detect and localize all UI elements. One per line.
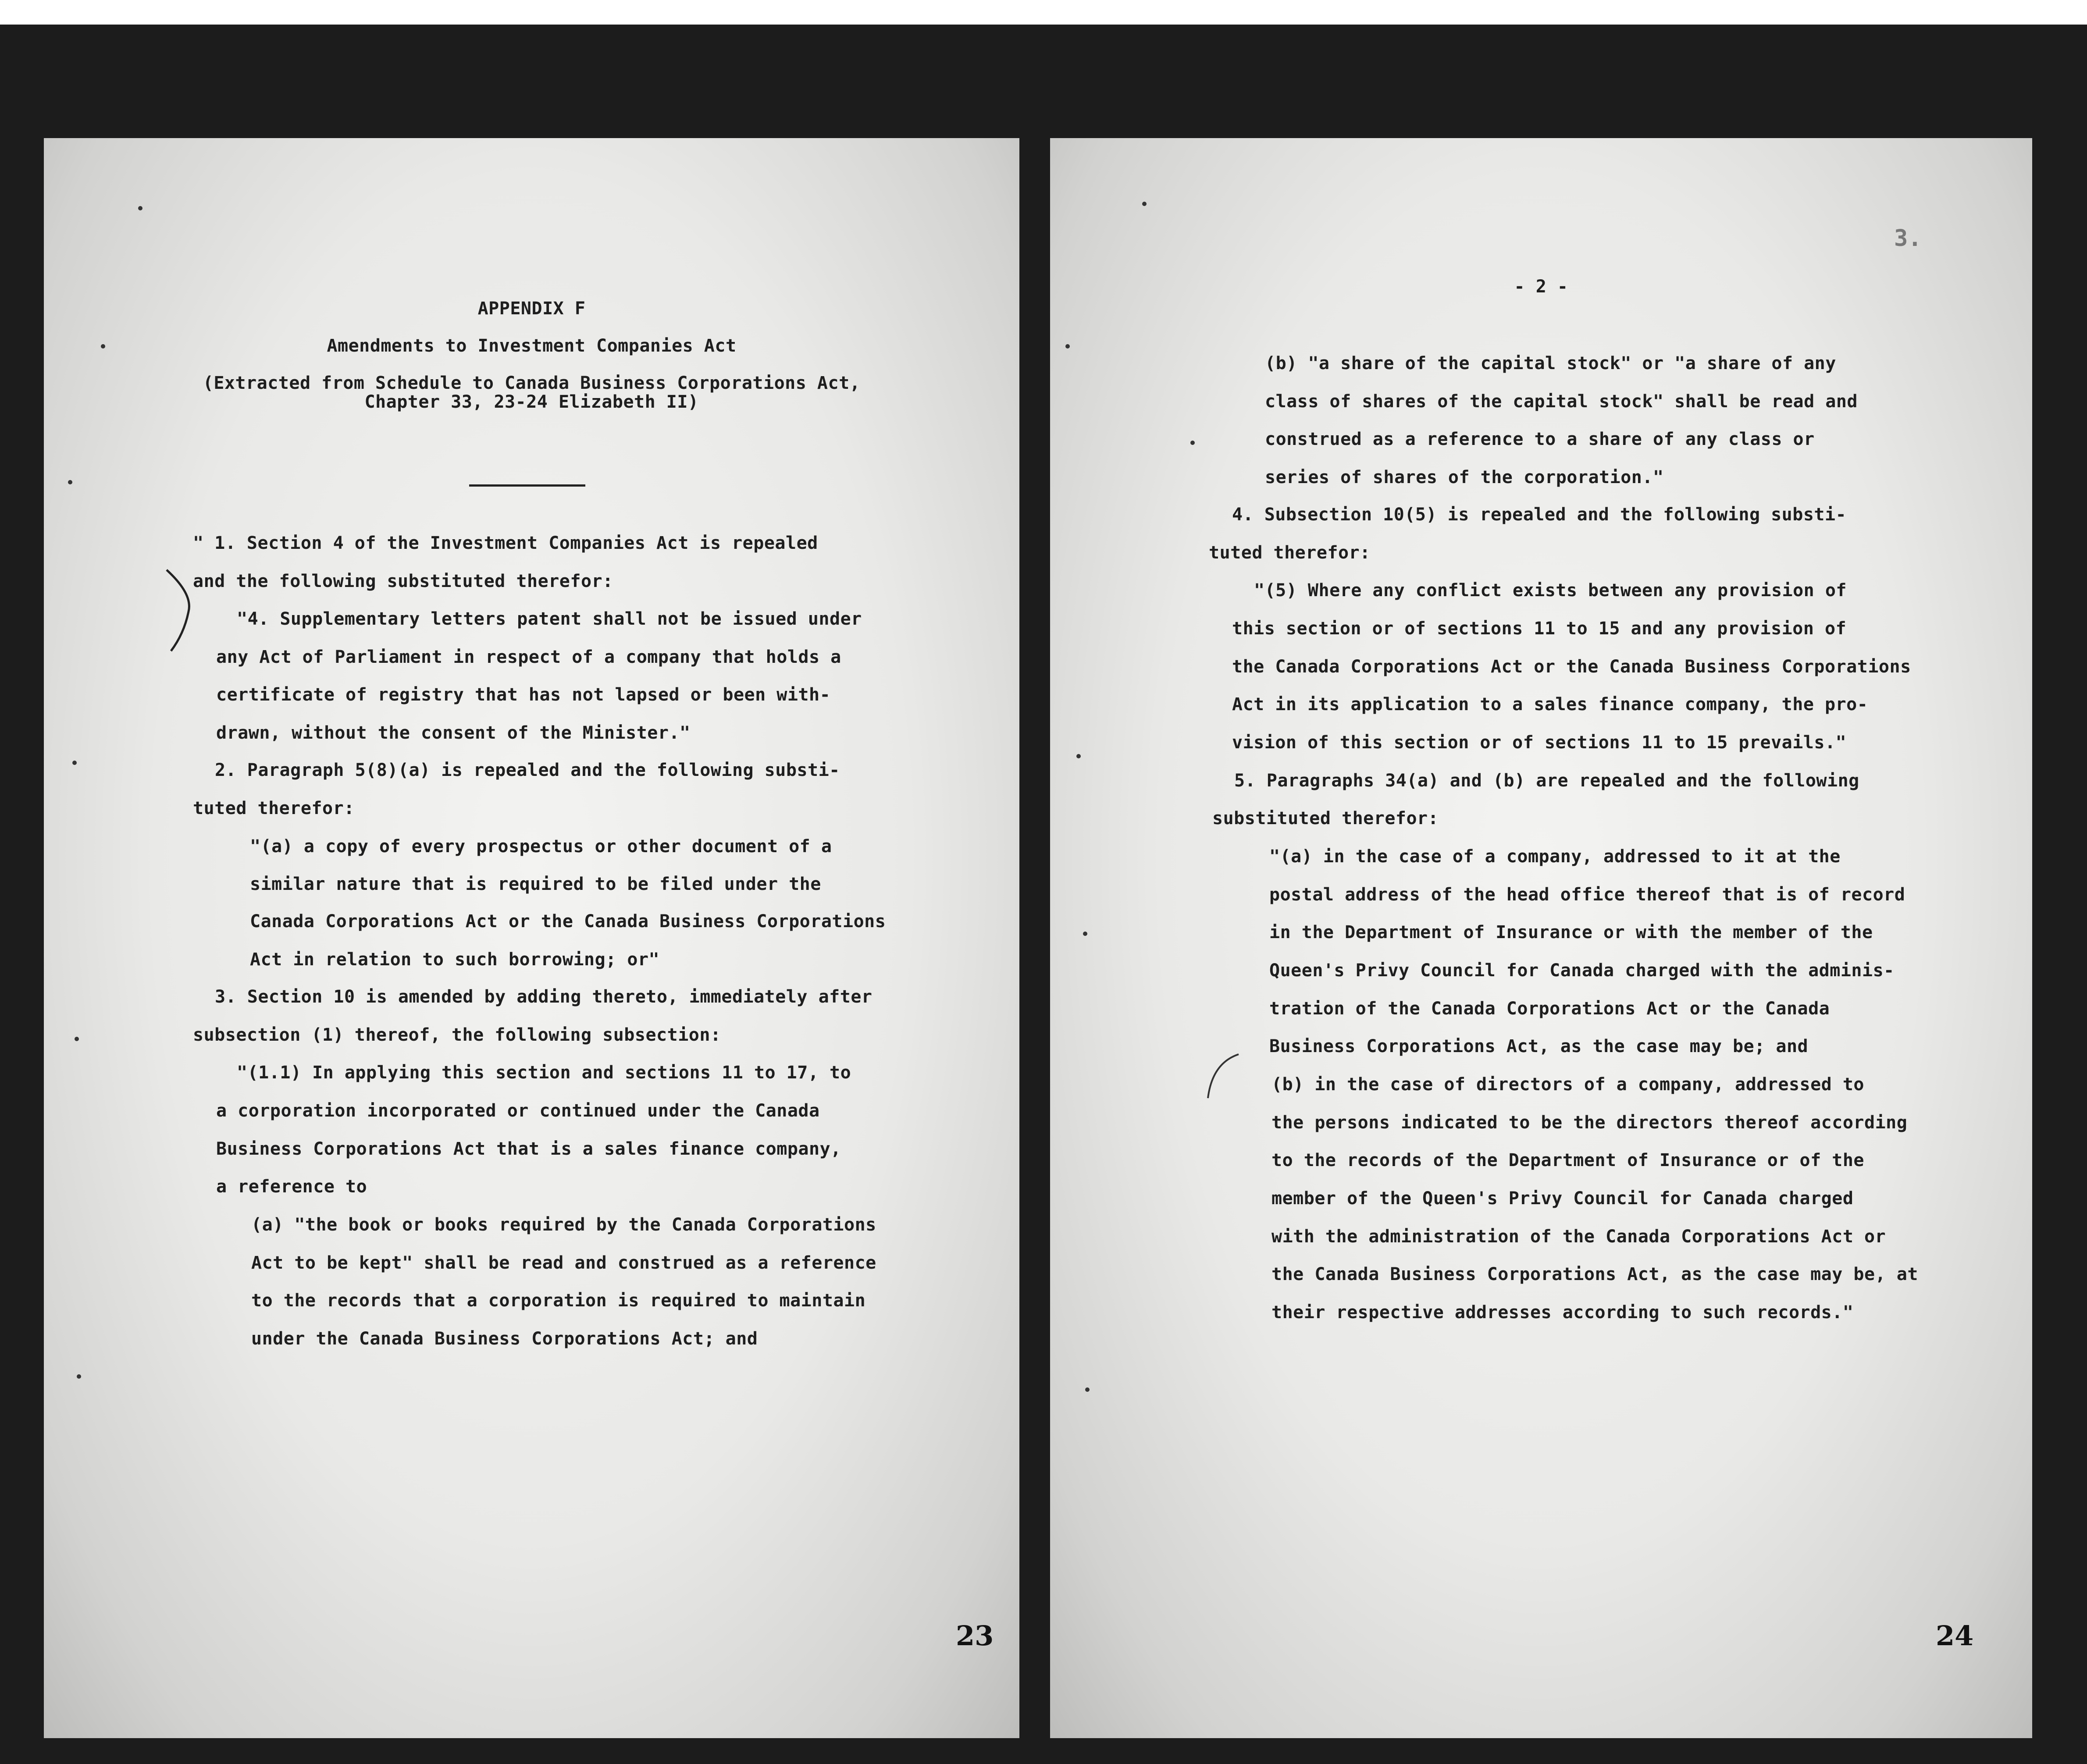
- text-line: class of shares of the capital stock" shall be read and: [1265, 391, 1858, 412]
- text-line: "(1.1) In applying this section and sections 11 to 17, to: [237, 1063, 851, 1083]
- text-line: under the Canada Business Corporations Act; and: [251, 1329, 758, 1349]
- text-line: a corporation incorporated or continued under the Canada: [216, 1101, 820, 1121]
- text-line: "4. Supplementary letters patent shall not be issued under: [237, 609, 862, 629]
- text-line: similar nature that is required to be filed under the: [250, 874, 821, 894]
- text-line: to the records of the Department of Insurance or of the: [1271, 1150, 1865, 1170]
- text-line: postal address of the head office thereof that is of record: [1269, 885, 1905, 905]
- margin-arc-mark: [1204, 1050, 1243, 1102]
- text-line: subsection (1) thereof, the following subsection:: [193, 1025, 721, 1045]
- page-header: - 2 -: [1514, 277, 1568, 297]
- appendix-title: APPENDIX F: [477, 299, 586, 319]
- text-line: their respective addresses according to such records.": [1271, 1302, 1854, 1323]
- text-line: and the following substituted therefor:: [193, 571, 613, 591]
- scan-speck: [138, 206, 142, 210]
- scan-speck: [101, 344, 105, 349]
- text-line: 4. Subsection 10(5) is repealed and the following substi-: [1232, 505, 1847, 525]
- text-line: the persons indicated to be the directors thereof according: [1271, 1113, 1908, 1133]
- scan-speck: [1083, 932, 1087, 936]
- document-subtitle: Amendments to Investment Companies Act: [327, 336, 737, 356]
- left-page: [44, 138, 1019, 1738]
- extract-note-line-1: (Extracted from Schedule to Canada Business Corporations Act,: [203, 373, 861, 393]
- title-divider: [469, 484, 585, 487]
- scan-speck: [1085, 1387, 1090, 1392]
- text-line: (b) in the case of directors of a company, addressed to: [1271, 1074, 1865, 1095]
- text-line: Business Corporations Act, as the case may be; and: [1269, 1036, 1809, 1056]
- text-line: tration of the Canada Corporations Act or the Canada: [1269, 999, 1830, 1019]
- text-line: Act in its application to a sales finance company, the pro-: [1232, 694, 1868, 715]
- scan-speck: [1142, 202, 1147, 206]
- text-line: vision of this section or of sections 11 to 15 prevails.": [1232, 733, 1847, 753]
- text-line: tuted therefor:: [193, 798, 355, 818]
- text-line: a reference to: [216, 1177, 367, 1197]
- text-line: " 1. Section 4 of the Investment Companies Act is repealed: [193, 533, 818, 553]
- text-line: 5. Paragraphs 34(a) and (b) are repealed and the following: [1234, 771, 1859, 791]
- text-line: series of shares of the corporation.": [1265, 467, 1664, 487]
- scan-speck: [75, 1037, 79, 1041]
- page-number: 23: [956, 1620, 994, 1652]
- scan-speck: [77, 1374, 81, 1379]
- text-line: Canada Corporations Act or the Canada Business Corporations: [250, 911, 886, 932]
- text-line: to the records that a corporation is required to maintain: [251, 1291, 866, 1311]
- page-number: 24: [1936, 1620, 1974, 1652]
- text-line: the Canada Business Corporations Act, as the case may be, at: [1271, 1264, 1918, 1284]
- text-line: 2. Paragraph 5(8)(a) is repealed and the following substi-: [215, 760, 840, 780]
- text-line: 3. Section 10 is amended by adding thereto, immediately after: [215, 987, 873, 1007]
- text-line: Act in relation to such borrowing; or": [250, 950, 660, 970]
- text-line: with the administration of the Canada Corporations Act or: [1271, 1227, 1886, 1247]
- text-line: Act to be kept" shall be read and construed as a reference: [251, 1253, 876, 1273]
- margin-bracket-mark: [162, 568, 197, 655]
- scan-speck: [1076, 754, 1081, 758]
- text-line: tuted therefor:: [1209, 543, 1371, 563]
- text-line: substituted therefor:: [1212, 808, 1439, 829]
- text-line: drawn, without the consent of the Minister.": [216, 723, 691, 743]
- text-line: "(5) Where any conflict exists between any provision of: [1254, 580, 1847, 601]
- text-line: construed as a reference to a share of any class or: [1265, 429, 1815, 449]
- text-line: member of the Queen's Privy Council for Canada charged: [1271, 1188, 1854, 1209]
- text-line: any Act of Parliament in respect of a company that holds a: [216, 647, 841, 667]
- corner-mark: 3.: [1894, 225, 1922, 252]
- text-line: this section or of sections 11 to 15 and any provision of: [1232, 619, 1847, 639]
- scan-speck: [72, 761, 77, 765]
- text-line: in the Department of Insurance or with the member of the: [1269, 922, 1873, 942]
- text-line: Business Corporations Act that is a sales finance company,: [216, 1139, 841, 1159]
- scan-speck: [1190, 441, 1195, 445]
- text-line: "(a) in the case of a company, addressed to it at the: [1269, 846, 1841, 867]
- text-line: "(a) a copy of every prospectus or other document of a: [250, 836, 832, 857]
- extract-note-line-2: Chapter 33, 23-24 Elizabeth II): [364, 392, 699, 412]
- right-page: [1050, 138, 2032, 1738]
- text-line: certificate of registry that has not lapsed or been with-: [216, 685, 831, 705]
- text-line: Queen's Privy Council for Canada charged with the adminis-: [1269, 960, 1895, 981]
- text-line: (a) "the book or books required by the Canada Corporations: [251, 1215, 876, 1235]
- scan-speck: [68, 480, 72, 484]
- scan-speck: [1065, 344, 1070, 349]
- text-line: the Canada Corporations Act or the Canada Business Corporations: [1232, 657, 1911, 677]
- text-line: (b) "a share of the capital stock" or "a share of any: [1265, 353, 1836, 373]
